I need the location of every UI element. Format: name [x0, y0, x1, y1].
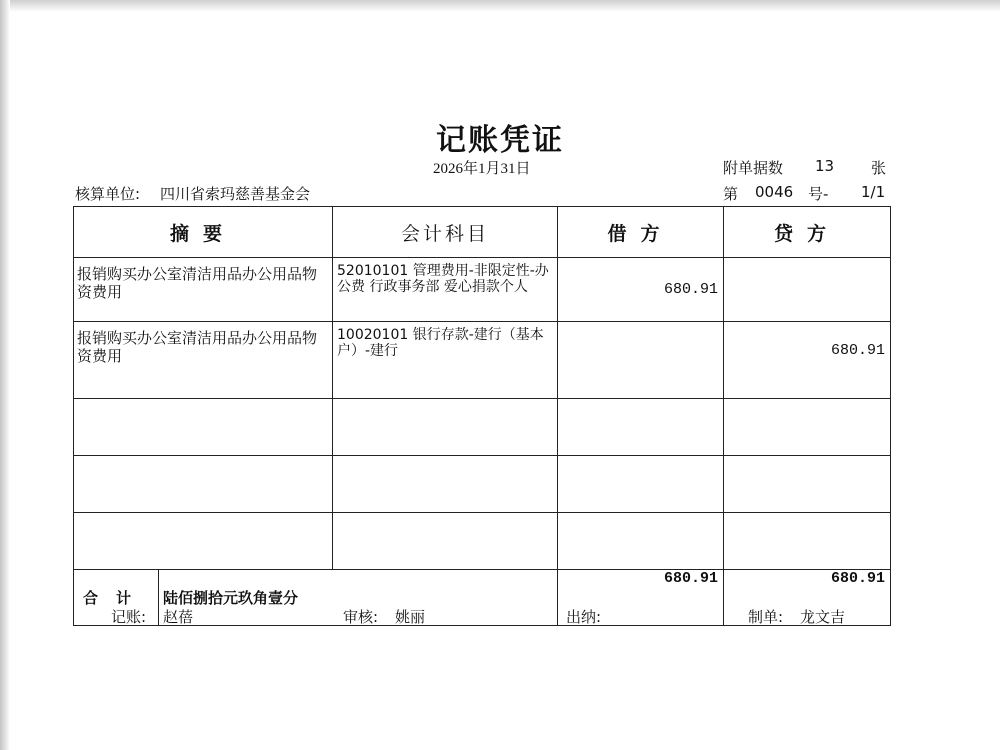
empty-cell [558, 456, 724, 513]
total-cell [74, 570, 558, 626]
preparer-label: 制单: [748, 608, 784, 626]
empty-cell [724, 399, 891, 456]
attachments-count: 13 [815, 157, 835, 175]
entity-name: 四川省索玛慈善基金会 [160, 185, 311, 203]
reviewer-name: 姚丽 [395, 608, 426, 626]
row-summary: 报销购买办公室清洁用品办公用品物资费用 [74, 322, 333, 399]
header-credit: 贷方 [724, 207, 891, 258]
voucher-number: 0046 [755, 183, 794, 201]
row-credit: 680.91 [724, 322, 891, 399]
empty-cell [724, 456, 891, 513]
voucher-no-suffix: 号- [808, 185, 829, 203]
bookkeeper-name: 赵蓓 [163, 608, 194, 626]
empty-cell [724, 513, 891, 570]
attachments-unit: 张 [871, 159, 887, 177]
reviewer-label: 审核: [343, 608, 379, 626]
empty-cell [333, 399, 558, 456]
row-debit [558, 322, 724, 399]
row-debit: 680.91 [558, 258, 724, 322]
row-subject: 10020101 银行存款-建行（基本户）-建行 [333, 322, 558, 399]
header-debit: 借方 [558, 207, 724, 258]
header-subject: 会计科目 [333, 207, 558, 258]
entity-label: 核算单位: [75, 185, 141, 203]
cashier-label: 出纳: [566, 608, 602, 626]
total-debit: 680.91 [558, 570, 724, 626]
empty-cell [74, 513, 333, 570]
bookkeeper-label: 记账: [111, 608, 147, 626]
total-credit: 680.91 [724, 570, 891, 626]
empty-row [74, 456, 891, 513]
scan-edge-top [0, 0, 1000, 12]
preparer-name: 龙文吉 [800, 608, 846, 626]
total-amount-words: 陆佰捌拾元玖角壹分 [163, 589, 299, 607]
empty-cell [74, 456, 333, 513]
voucher-date: 2026年1月31日 [433, 161, 531, 177]
header-summary: 摘要 [74, 207, 333, 258]
attachments-label: 附单据数 [723, 159, 784, 177]
empty-cell [558, 399, 724, 456]
empty-cell [74, 399, 333, 456]
empty-row [74, 399, 891, 456]
table-row [74, 322, 891, 399]
voucher-page: 1/1 [861, 183, 886, 201]
empty-cell [333, 513, 558, 570]
row-summary: 报销购买办公室清洁用品办公用品物资费用 [74, 258, 333, 322]
empty-cell [558, 513, 724, 570]
header-row [74, 207, 891, 258]
empty-cell [333, 456, 558, 513]
scan-edge-left [0, 0, 10, 750]
voucher-table [73, 206, 891, 626]
row-subject: 52010101 管理费用-非限定性-办公费 行政事务部 爱心捐款个人 [333, 258, 558, 322]
voucher-no-prefix: 第 [723, 185, 739, 203]
empty-row [74, 513, 891, 570]
table-row [74, 258, 891, 322]
voucher-title: 记账凭证 [436, 123, 564, 158]
row-credit [724, 258, 891, 322]
total-label: 合计 [74, 570, 159, 625]
